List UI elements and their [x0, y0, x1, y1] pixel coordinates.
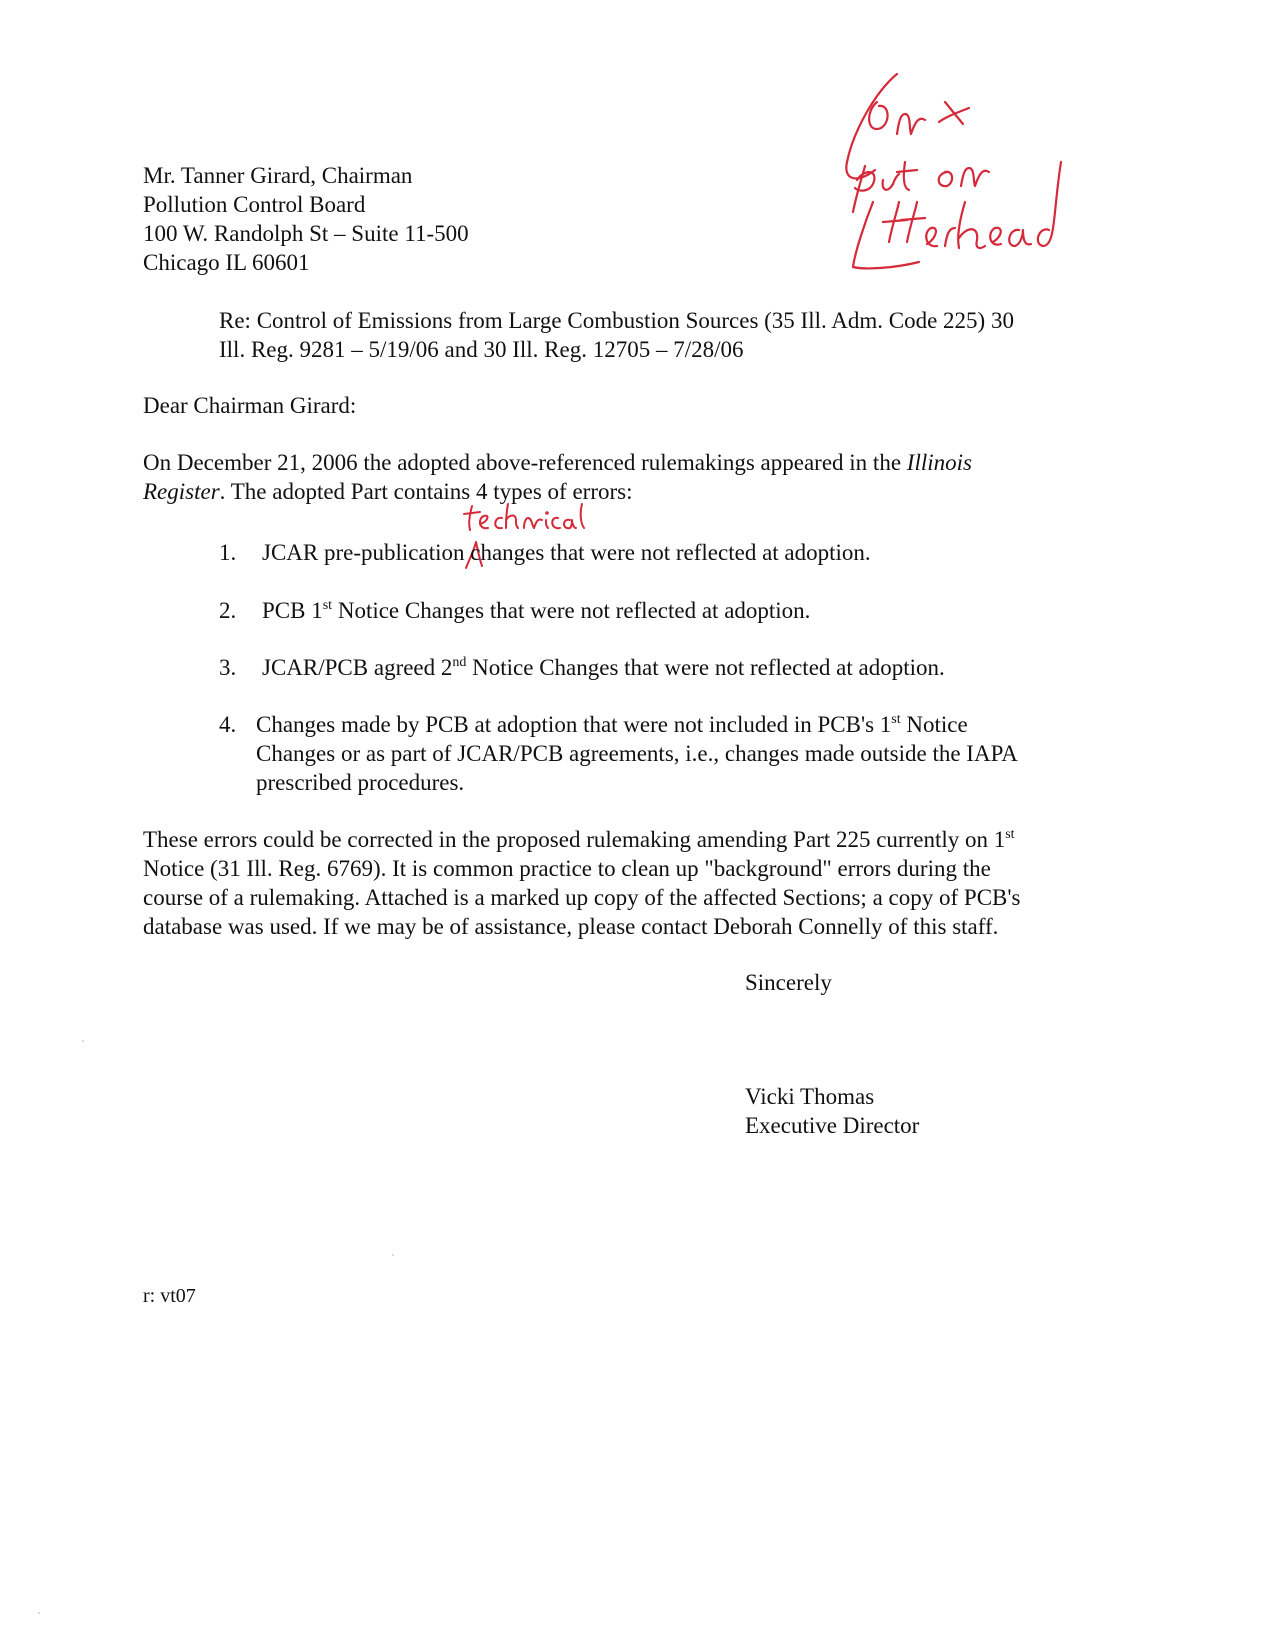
- intro-line-2: [143, 477, 1143, 506]
- list-number: 3.: [219, 655, 237, 680]
- intro-text-2: . The adopted Part contains 4 types of errors:: [219, 479, 633, 504]
- signatory-title: Executive Director: [745, 1113, 920, 1138]
- error-3-before: JCAR/PCB agreed 2: [262, 655, 453, 680]
- intro-italic-1: Illinois: [906, 450, 972, 475]
- error-item-text: [262, 653, 1082, 682]
- error-4-line-1-after: Notice: [900, 712, 968, 737]
- error-3-after: Notice Changes that were not reflected at adoption.: [466, 655, 945, 680]
- closing-line-1-text: These errors could be corrected in the proposed rulemaking amending Part 225 currently on 1: [143, 827, 1006, 852]
- ordinal-suffix: nd: [452, 655, 467, 670]
- address-line-4: Chicago IL 60601: [143, 250, 310, 275]
- ordinal-suffix: st: [891, 712, 901, 727]
- closing-line-3: course of a rulemaking. Attached is a marked up copy of the affected Sections; a copy of PCB's: [143, 885, 1021, 910]
- error-item-text: [262, 538, 1082, 567]
- error-4-line-1: [256, 710, 1076, 739]
- reference-initials: r: vt07: [143, 1285, 196, 1307]
- error-2-after: Notice Changes that were not reflected at adoption.: [332, 598, 811, 623]
- closing-line-4: database was used. If we may be of assistance, please contact Deborah Connelly of this staff.: [143, 914, 999, 939]
- signatory: [745, 1082, 1276, 1140]
- intro-italic-2: Register: [143, 479, 220, 504]
- error-2-before: PCB 1: [262, 598, 323, 623]
- error-4-line-1-before: Changes made by PCB at adoption that were not included in PCB's 1: [256, 712, 892, 737]
- salutation: Dear Chairman Girard:: [143, 393, 357, 418]
- closing-paragraph: [143, 825, 1143, 941]
- list-number: 2.: [219, 598, 237, 623]
- error-item-text: [262, 596, 1082, 625]
- closing-line-1: [143, 825, 1143, 854]
- scan-speck: [392, 1254, 394, 1256]
- intro-text-1: On December 21, 2006 the adopted above-referenced rulemakings appeared in the: [143, 450, 907, 475]
- list-number: 1.: [219, 540, 237, 565]
- address-line-2: Pollution Control Board: [143, 192, 366, 217]
- signatory-name: Vicki Thomas: [745, 1084, 875, 1109]
- recipient-address: [143, 161, 1143, 277]
- error-1-before: JCAR pre-publication: [262, 540, 465, 565]
- error-item-text: [256, 710, 1076, 797]
- address-line-1: Mr. Tanner Girard, Chairman: [143, 163, 413, 188]
- intro-line-1: [143, 448, 1143, 477]
- closing-line-2: Notice (31 Ill. Reg. 6769). It is common practice to clean up "background" errors during the: [143, 856, 991, 881]
- error-1-after: changes that were not reflected at adoption.: [464, 540, 871, 565]
- subject-line-2: Ill. Reg. 9281 – 5/19/06 and 30 Ill. Reg. 12705 – 7/28/06: [219, 337, 744, 362]
- sign-off: Sincerely: [745, 970, 832, 995]
- subject-line-1: Re: Control of Emissions from Large Combustion Sources (35 Ill. Adm. Code 225) 30: [219, 308, 1014, 333]
- list-number: 4.: [219, 712, 237, 737]
- error-4-line-2: Changes or as part of JCAR/PCB agreements, i.e., changes made outside the IAPA: [256, 741, 1018, 766]
- intro-paragraph: [143, 448, 1143, 506]
- scan-speck: [38, 1612, 40, 1614]
- scan-speck: [82, 1040, 84, 1042]
- ordinal-suffix: st: [1005, 827, 1015, 842]
- subject-line: [219, 306, 1119, 364]
- error-4-line-3: prescribed procedures.: [256, 770, 465, 795]
- address-line-3: 100 W. Randolph St – Suite 11-500: [143, 221, 469, 246]
- ordinal-suffix: st: [322, 598, 333, 613]
